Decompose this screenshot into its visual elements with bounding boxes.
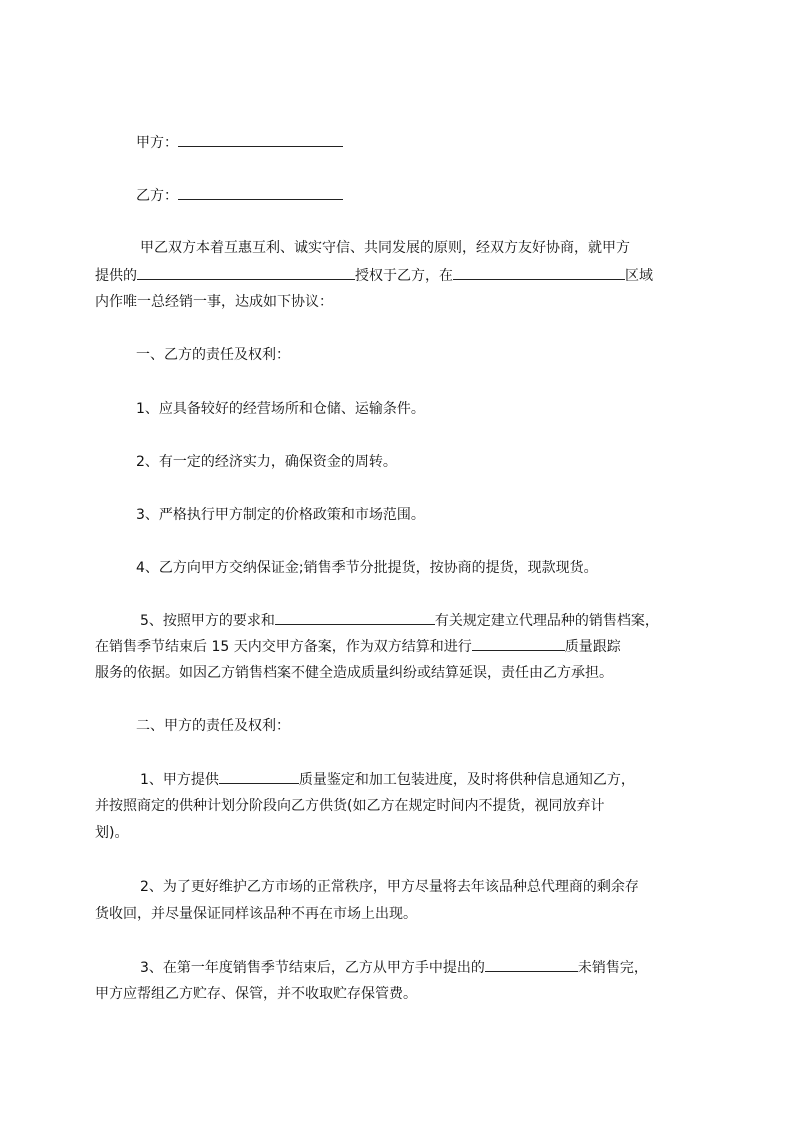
intro-text: 提供的 <box>95 268 137 284</box>
product-blank[interactable] <box>137 265 355 280</box>
section1-item-2: 2、有一定的经济实力，确保资金的周转。 <box>136 454 397 470</box>
item-text: 3、在第一年度销售季节结束后，乙方从甲方手中提出的 <box>140 960 485 976</box>
supply-blank[interactable] <box>219 769 299 784</box>
intro-text: 授权于乙方，在 <box>355 268 453 284</box>
section2-item-2-line-1: 2、为了更好维护乙方市场的正常秩序，甲方尽量将去年该品种总代理商的剩余存 <box>140 879 639 895</box>
section1-item-1: 1、应具备较好的经营场所和仓储、运输条件。 <box>136 401 425 417</box>
item-text: 质量鉴定和加工包装进度，及时将供种信息通知乙方， <box>298 772 635 788</box>
item-text: 质量跟踪 <box>564 639 621 655</box>
section2-item-2-line-2: 货收回，并尽量保证同样该品种不再在市场上出现。 <box>95 906 417 922</box>
section2-item-1-line-1 <box>140 769 635 790</box>
quality-blank[interactable] <box>472 636 565 651</box>
party-a-line <box>136 132 343 153</box>
item-text: 5、按照甲方的要求和 <box>140 613 275 629</box>
item-text: 未销售完， <box>577 960 648 976</box>
section2-item-3-line-2: 甲方应帮组乙方贮存、保管，并不收取贮存保管费。 <box>95 986 417 1002</box>
intro-line-2 <box>95 265 653 286</box>
intro-line-3: 内作唯一总经销一事，达成如下协议： <box>95 294 333 310</box>
section2-heading: 二、甲方的责任及权利： <box>136 718 290 734</box>
party-a-label: 甲方： <box>136 135 178 151</box>
item-text: 有关规定建立代理品种的销售档案， <box>434 613 659 629</box>
section2-item-1-line-3: 划)。 <box>95 825 129 841</box>
party-b-line <box>136 185 343 206</box>
section1-item-5-line-2 <box>95 636 621 657</box>
regulation-blank[interactable] <box>275 610 435 625</box>
section2-item-1-line-2: 并按照商定的供种计划分阶段向乙方供货(如乙方在规定时间内不提货，视同放弃计 <box>95 798 605 814</box>
intro-line-1: 甲乙双方本着互惠互利、诚实守信、共同发展的原则，经双方友好协商，就甲方 <box>140 240 630 256</box>
section2-item-3-line-1 <box>140 957 648 978</box>
section1-item-4: 4、乙方向甲方交纳保证金;销售季节分批提货，按协商的提货，现款现货。 <box>136 560 598 576</box>
region-blank[interactable] <box>453 265 625 280</box>
intro-text: 区域 <box>625 268 653 284</box>
section1-heading: 一、乙方的责任及权利： <box>136 347 290 363</box>
party-b-label: 乙方： <box>136 188 178 204</box>
section1-item-3: 3、严格执行甲方制定的价格政策和市场范围。 <box>136 507 425 523</box>
item-text: 1、甲方提供 <box>140 772 219 788</box>
section1-item-5-line-1 <box>140 610 659 631</box>
unsold-blank[interactable] <box>485 957 578 972</box>
item-text: 在销售季节结束后 15 天内交甲方备案，作为双方结算和进行 <box>95 639 472 655</box>
party-a-blank[interactable] <box>178 132 343 147</box>
section1-item-5-line-3: 服务的依据。如因乙方销售档案不健全造成质量纠纷或结算延误，责任由乙方承担。 <box>95 665 613 681</box>
party-b-blank[interactable] <box>178 185 343 200</box>
